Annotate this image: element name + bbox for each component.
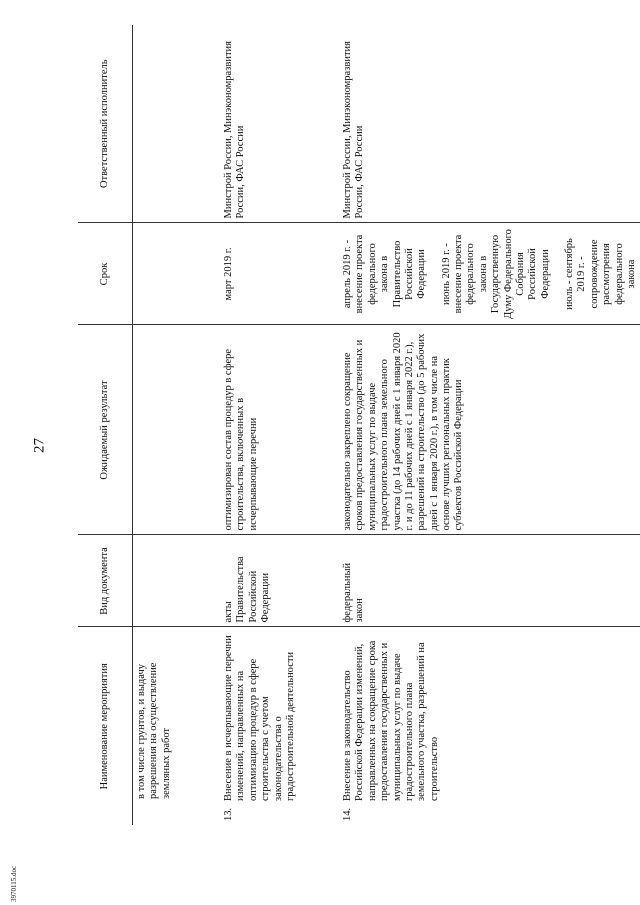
- row-13-doc-type: акты Правительства Российской Федерации: [215, 535, 334, 627]
- row-13-responsible: Минстрой России, Минэкономразвития России, ФАС России: [223, 41, 247, 219]
- row-13-timing: март 2019 г.: [215, 223, 334, 325]
- table-row: [334, 25, 640, 825]
- timing-stage-2: июнь 2019 г. - внесение проекта федерального закона в Государственную Думу Федерального Собрания Российской Федерации: [440, 229, 551, 319]
- rotated-table-area: [78, 25, 637, 825]
- row-14-responsible: Минстрой России, Минэкономразвития России, ФАС России: [342, 41, 366, 219]
- table-header-row: [78, 25, 133, 825]
- table-row: [215, 25, 334, 825]
- row-14-name: [334, 627, 640, 825]
- measures-table: [78, 25, 637, 825]
- continuation-name-text: в том числе грунтов, и выдачу разрешения на осуществление земляных работ: [136, 662, 172, 799]
- col-header-timing: Срок: [78, 223, 133, 325]
- continuation-name: [133, 627, 216, 825]
- col-header-name: Наименование мероприятия: [78, 627, 133, 825]
- continuation-empty: [133, 325, 216, 535]
- row-14-result: законодательно закреплено сокращение сроков предоставления государственных и муниципальных услуг по выдаче градостроительного плана земельного участка (до 14 рабочих дней с 1 января 2020 г. и до 11 рабочих дней с 1 января 2022 г.), разрешений на строительство (до 5 рабочих дней с 1 января 2020 г.), в том числе на основе лучших региональных практик субъектов Российской Федерации: [334, 325, 640, 535]
- row-14-timing: [334, 223, 640, 325]
- continuation-empty: [133, 223, 216, 325]
- timing-stage-3: июль - сентябрь 2019 г. - сопровождение рассмотрения федерального закона: [564, 238, 637, 310]
- row-14-doc-type: федеральный закон: [334, 535, 640, 627]
- row-13-result: оптимизирован состав процедур в сфере строительства, включенных в исчерпывающие перечни: [215, 325, 334, 535]
- measure-name: Внесение в законодательство Российской Федерации изменений, направленных на сокращение срока предоставления государственных и муниципальных услуг по выдаче градостроительного плана земельного участка, разрешений на строительство: [342, 640, 440, 801]
- continuation-empty: [133, 535, 216, 627]
- col-header-responsible: Ответственный исполнитель: [78, 25, 133, 223]
- col-header-result: Ожидаемый результат: [78, 325, 133, 535]
- timing-stage-1: апрель 2019 г. - внесение проекта федерального закона в Правительство Российской Федерации: [342, 234, 428, 314]
- row-number: 14.: [342, 807, 353, 821]
- continuation-empty: [133, 25, 216, 223]
- measure-name: Внесение в исчерпывающие перечни изменений, направленных на оптимизацию процедур в сфере строительства с учетом законодательства о градостроительной деятельности: [223, 635, 296, 801]
- row-number: 13.: [223, 807, 234, 821]
- document-footer: 3970115.doc: [10, 865, 18, 902]
- table-row-continuation: [133, 25, 216, 825]
- page-number: 27: [31, 438, 48, 453]
- row-13-name: [215, 627, 334, 825]
- col-header-doc-type: Вид документа: [78, 535, 133, 627]
